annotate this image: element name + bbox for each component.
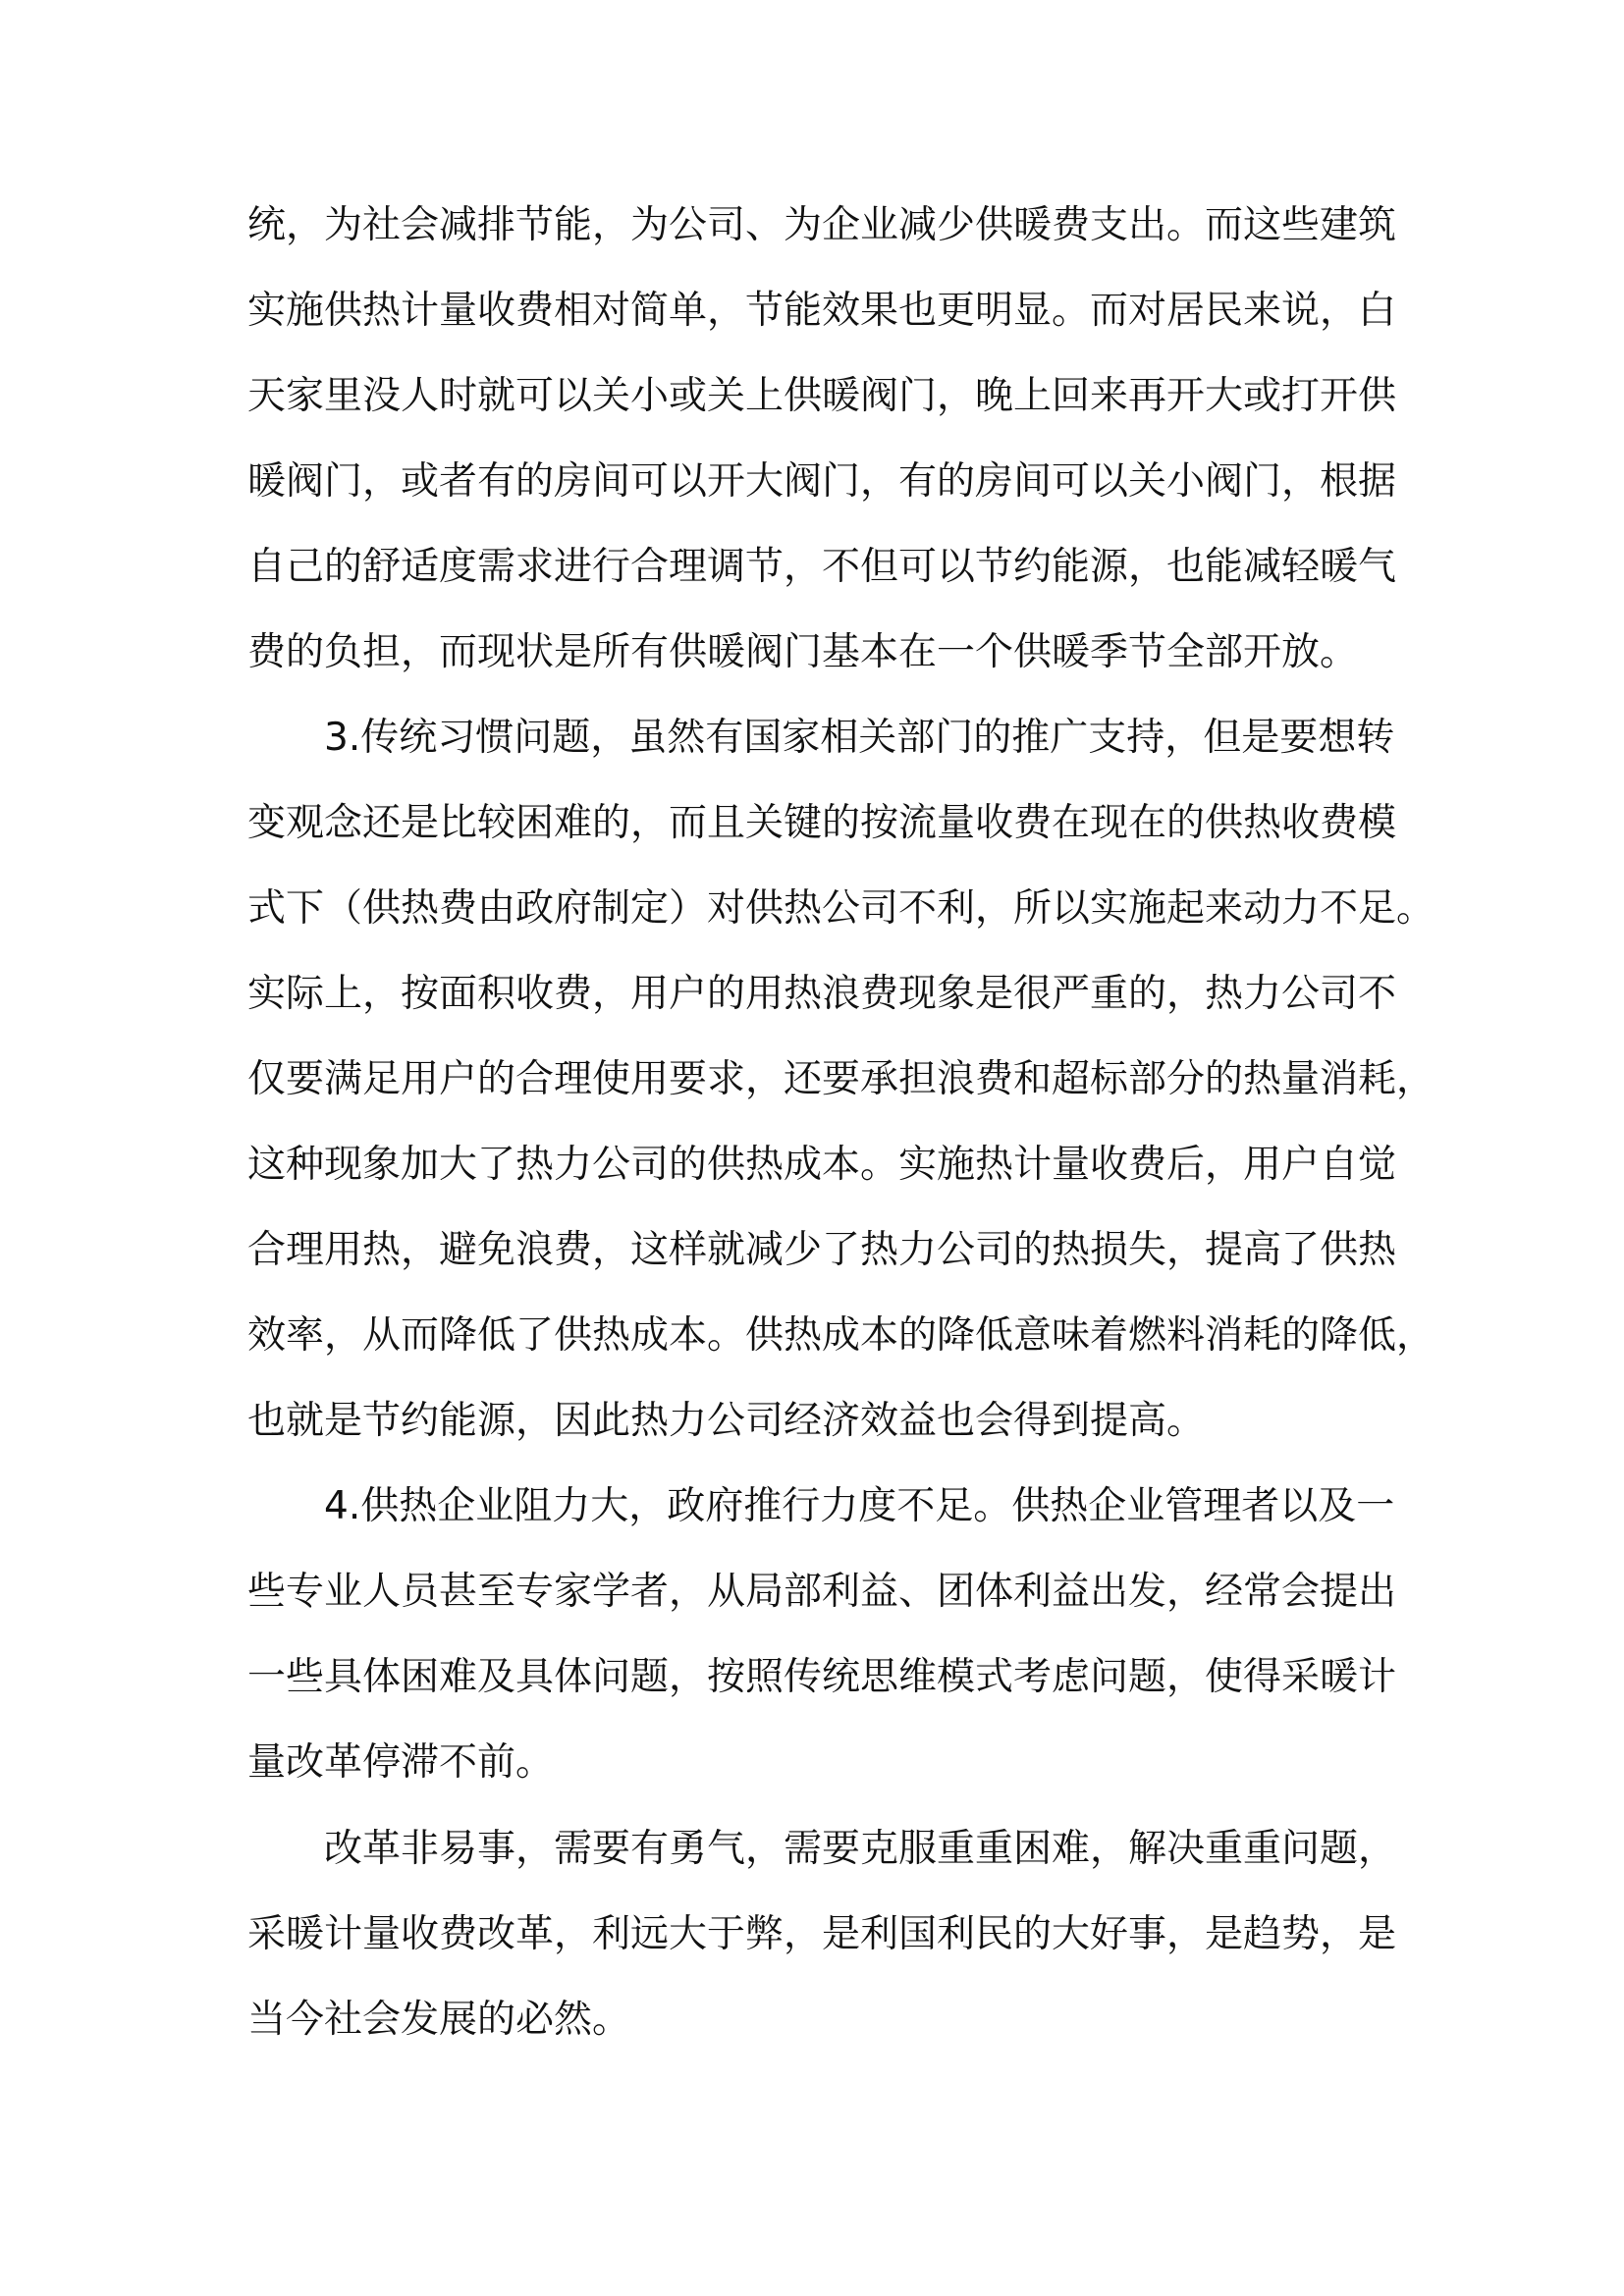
text-line: 采暖计量收费改革，利远大于弊，是利国利民的大好事，是趋势，是 <box>247 1912 1397 1956</box>
text-line: 统，为社会减排节能，为公司、为企业减少供暖费支出。而这些建筑 <box>247 203 1397 247</box>
text-line: 效率，从而降低了供热成本。供热成本的降低意味着燃料消耗的降低， <box>247 1313 1435 1358</box>
text-line: 改革非易事，需要有勇气，需要克服重重困难，解决重重问题， <box>324 1827 1397 1871</box>
text-line: 实施供热计量收费相对简单，节能效果也更明显。而对居民来说，白 <box>247 289 1397 333</box>
text-line: 当今社会发展的必然。 <box>247 1998 631 2042</box>
text-line: 3.传统习惯问题，虽然有国家相关部门的推广支持，但是要想转 <box>324 716 1395 760</box>
text-line: 自己的舒适度需求进行合理调节，不但可以节约能源，也能减轻暖气 <box>247 545 1397 589</box>
text-line: 量改革停滞不前。 <box>247 1740 555 1785</box>
text-line: 也就是节约能源，因此热力公司经济效益也会得到提高。 <box>247 1399 1206 1443</box>
text-line: 些专业人员甚至专家学者，从局部利益、团体利益出发，经常会提出 <box>247 1570 1397 1614</box>
text-line: 仅要满足用户的合理使用要求，还要承担浪费和超标部分的热量消耗， <box>247 1057 1435 1101</box>
text-line: 这种现象加大了热力公司的供热成本。实施热计量收费后，用户自觉 <box>247 1143 1397 1187</box>
text-line: 实际上，按面积收费，用户的用热浪费现象是很严重的，热力公司不 <box>247 972 1397 1016</box>
text-line: 一些具体困难及具体问题，按照传统思维模式考虑问题，使得采暖计 <box>247 1655 1397 1699</box>
text-line: 天家里没人时就可以关小或关上供暖阀门，晚上回来再开大或打开供 <box>247 374 1397 418</box>
text-line: 变观念还是比较困难的，而且关键的按流量收费在现在的供热收费模 <box>247 801 1397 845</box>
text-line: 合理用热，避免浪费，这样就减少了热力公司的热损失，提高了供热 <box>247 1228 1397 1272</box>
text-line: 4.供热企业阻力大，政府推行力度不足。供热企业管理者以及一 <box>324 1484 1395 1528</box>
text-line: 式下（供热费由政府制定）对供热公司不利，所以实施起来动力不足。 <box>247 886 1435 931</box>
text-line: 费的负担，而现状是所有供暖阀门基本在一个供暖季节全部开放。 <box>247 630 1359 674</box>
text-line: 暖阀门，或者有的房间可以开大阀门，有的房间可以关小阀门，根据 <box>247 459 1397 504</box>
